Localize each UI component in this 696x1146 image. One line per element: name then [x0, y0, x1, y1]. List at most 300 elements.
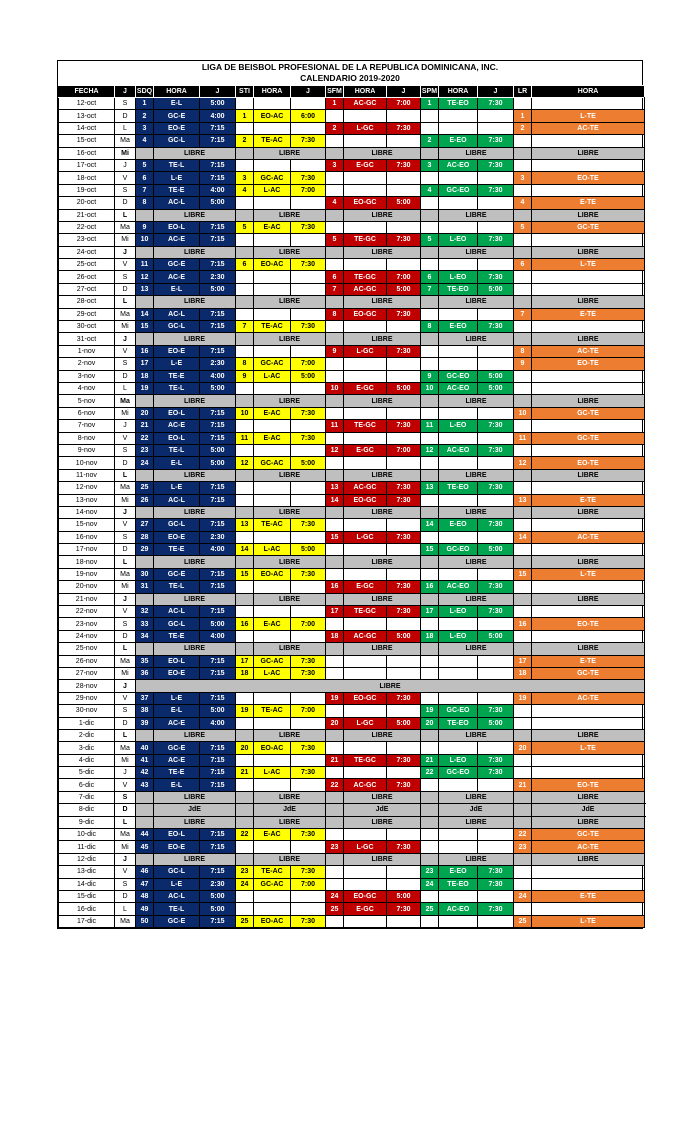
sti-empty [254, 197, 291, 209]
sfm-time: 5:00 [387, 382, 421, 394]
day-cell: J [115, 246, 136, 258]
sti-time: 7:30 [291, 432, 326, 444]
sti-matchup: L-AC [254, 370, 291, 382]
schedule-row [59, 643, 645, 655]
sti-empty [254, 531, 291, 543]
sti-time: 7:30 [291, 742, 326, 754]
sdq-time: 7:15 [200, 407, 236, 419]
sdq-matchup: L-E [154, 172, 200, 184]
lr-matchup: E-TE [532, 655, 645, 667]
column-header: HORA [154, 86, 200, 98]
sdq-time: 5:00 [200, 197, 236, 209]
schedule-row [59, 271, 645, 283]
sfm-game-number: 11 [326, 420, 344, 432]
date-cell: 21-nov [59, 593, 115, 605]
date-cell: 9-nov [59, 444, 115, 456]
spm-empty [439, 841, 478, 853]
sfm-empty [387, 767, 421, 779]
schedule-row [59, 754, 645, 766]
sti-game-number [236, 853, 254, 865]
sfm-game-number: 25 [326, 903, 344, 915]
sti-libre-label: LIBRE [254, 209, 326, 221]
sti-game-number [236, 395, 254, 407]
sfm-game-number [326, 791, 344, 803]
spm-libre-label: LIBRE [439, 469, 514, 481]
spm-time: 7:30 [478, 606, 514, 618]
lr-game-number [514, 296, 532, 308]
spm-time: 7:30 [478, 903, 514, 915]
sdq-game-number: 40 [136, 742, 154, 754]
sti-empty [254, 234, 291, 246]
date-cell: 24-nov [59, 630, 115, 642]
lr-empty [532, 184, 645, 196]
spm-matchup: GC-EO [439, 767, 478, 779]
schedule-row [59, 667, 645, 679]
lr-empty [532, 866, 645, 878]
day-cell: V [115, 432, 136, 444]
date-cell: 6-nov [59, 407, 115, 419]
sdq-matchup: AC-E [154, 234, 200, 246]
schedule-row [59, 606, 645, 618]
spm-empty [421, 494, 439, 506]
spm-empty [439, 494, 478, 506]
schedule-row [59, 767, 645, 779]
spm-time: 5:00 [478, 283, 514, 295]
lr-game-number [514, 593, 532, 605]
sfm-libre-label: LIBRE [344, 816, 421, 828]
sdq-time: 7:15 [200, 754, 236, 766]
sfm-time: 7:30 [387, 420, 421, 432]
schedule-row [59, 209, 645, 221]
lr-matchup: L-TE [532, 915, 645, 927]
sdq-time: 7:15 [200, 829, 236, 841]
sti-empty [254, 891, 291, 903]
spm-time: 7:30 [478, 866, 514, 878]
date-cell: 30-oct [59, 321, 115, 333]
spm-empty [478, 829, 514, 841]
sdq-matchup: GC-E [154, 568, 200, 580]
sfm-game-number: 19 [326, 692, 344, 704]
schedule-row [59, 692, 645, 704]
lr-game-number: 5 [514, 221, 532, 233]
sdq-game-number [136, 816, 154, 828]
day-cell: V [115, 866, 136, 878]
sti-game-number: 20 [236, 742, 254, 754]
schedule-table [58, 85, 645, 928]
lr-empty [532, 544, 645, 556]
spm-time: 7:30 [478, 878, 514, 890]
sti-empty [254, 444, 291, 456]
sfm-empty [344, 184, 387, 196]
column-header: HORA [254, 86, 291, 98]
spm-empty [478, 457, 514, 469]
sti-empty [236, 692, 254, 704]
spm-game-number: 11 [421, 420, 439, 432]
spm-empty [421, 891, 439, 903]
sfm-game-number [326, 506, 344, 518]
schedule-row [59, 296, 645, 308]
spm-empty [421, 407, 439, 419]
day-cell: S [115, 184, 136, 196]
sti-empty [254, 345, 291, 357]
sdq-game-number: 36 [136, 667, 154, 679]
sti-empty [236, 159, 254, 171]
sfm-empty [326, 358, 344, 370]
lr-game-number [514, 804, 532, 816]
day-cell: L [115, 122, 136, 134]
header-row [59, 86, 645, 98]
day-cell: J [115, 593, 136, 605]
sti-matchup: EO-AC [254, 915, 291, 927]
sfm-empty [344, 519, 387, 531]
lr-game-number: 24 [514, 891, 532, 903]
spm-empty [478, 568, 514, 580]
spm-game-number: 4 [421, 184, 439, 196]
spm-time: 5:00 [478, 544, 514, 556]
sfm-game-number: 10 [326, 382, 344, 394]
sfm-matchup: EO-GC [344, 891, 387, 903]
lr-matchup: EO-TE [532, 618, 645, 630]
sti-game-number [236, 791, 254, 803]
sdq-time: 4:00 [200, 544, 236, 556]
sfm-libre-label: LIBRE [344, 395, 421, 407]
day-cell: S [115, 531, 136, 543]
sdq-time: 7:15 [200, 221, 236, 233]
sdq-game-number: 44 [136, 829, 154, 841]
date-cell: 24-oct [59, 246, 115, 258]
schedule-row [59, 519, 645, 531]
sti-time: 5:00 [291, 370, 326, 382]
day-cell: S [115, 444, 136, 456]
sdq-time: 7:15 [200, 779, 236, 791]
sdq-game-number: 43 [136, 779, 154, 791]
day-cell: S [115, 358, 136, 370]
sdq-matchup: L-E [154, 692, 200, 704]
sfm-matchup: AC-GC [344, 283, 387, 295]
schedule-row [59, 246, 645, 258]
spm-time: 7:30 [478, 420, 514, 432]
sti-libre-label: LIBRE [254, 147, 326, 159]
sfm-empty [387, 655, 421, 667]
sti-time: 7:00 [291, 878, 326, 890]
sdq-time: 2:30 [200, 271, 236, 283]
lr-libre-label: LIBRE [532, 209, 645, 221]
lr-empty [514, 482, 532, 494]
sdq-matchup: AC-E [154, 754, 200, 766]
sti-matchup: EO-AC [254, 568, 291, 580]
spm-time: 7:30 [478, 234, 514, 246]
sdq-game-number [136, 469, 154, 481]
spm-game-number: 17 [421, 606, 439, 618]
lr-game-number [514, 643, 532, 655]
spm-matchup: E-EO [439, 321, 478, 333]
spm-empty [439, 432, 478, 444]
day-cell: S [115, 878, 136, 890]
date-cell: 30-nov [59, 705, 115, 717]
column-header: SPM [421, 86, 439, 98]
sfm-empty [326, 655, 344, 667]
sfm-time: 7:30 [387, 581, 421, 593]
sfm-empty [344, 370, 387, 382]
sfm-empty [326, 321, 344, 333]
spm-time: 7:30 [478, 581, 514, 593]
sfm-time: 7:30 [387, 903, 421, 915]
sti-game-number: 15 [236, 568, 254, 580]
sdq-game-number: 39 [136, 717, 154, 729]
lr-game-number: 14 [514, 531, 532, 543]
date-cell: 12-oct [59, 98, 115, 110]
schedule-row [59, 618, 645, 630]
sdq-libre-label: LIBRE [154, 469, 236, 481]
lr-empty [532, 606, 645, 618]
lr-libre-label: JdE [532, 804, 645, 816]
sti-empty [254, 283, 291, 295]
sti-empty [291, 98, 326, 110]
sti-empty [291, 581, 326, 593]
sdq-game-number [136, 593, 154, 605]
sfm-game-number: 8 [326, 308, 344, 320]
spm-matchup: AC-EO [439, 382, 478, 394]
sfm-empty [326, 184, 344, 196]
spm-empty [421, 221, 439, 233]
date-cell: 20-nov [59, 581, 115, 593]
sdq-game-number [136, 804, 154, 816]
spm-matchup: GC-EO [439, 370, 478, 382]
date-cell: 11-nov [59, 469, 115, 481]
sfm-libre-label: LIBRE [344, 246, 421, 258]
spm-empty [439, 667, 478, 679]
spm-matchup: GC-EO [439, 705, 478, 717]
spm-empty [421, 692, 439, 704]
sti-matchup: E-AC [254, 829, 291, 841]
day-cell: Ma [115, 915, 136, 927]
schedule-row [59, 791, 645, 803]
sfm-game-number [326, 469, 344, 481]
spm-empty [421, 568, 439, 580]
spm-game-number: 2 [421, 135, 439, 147]
sdq-game-number: 10 [136, 234, 154, 246]
lr-matchup: L-TE [532, 742, 645, 754]
schedule-row [59, 853, 645, 865]
sdq-time: 7:15 [200, 234, 236, 246]
spm-empty [421, 172, 439, 184]
schedule-row [59, 531, 645, 543]
sfm-empty [326, 259, 344, 271]
lr-empty [514, 444, 532, 456]
day-cell: Mi [115, 841, 136, 853]
sfm-time: 7:00 [387, 98, 421, 110]
sfm-game-number [326, 853, 344, 865]
sti-empty [236, 271, 254, 283]
spm-matchup: L-EO [439, 606, 478, 618]
spm-empty [478, 891, 514, 903]
sfm-time: 7:30 [387, 308, 421, 320]
lr-empty [514, 321, 532, 333]
spm-game-number [421, 469, 439, 481]
sti-time: 7:30 [291, 519, 326, 531]
sti-time: 7:00 [291, 618, 326, 630]
lr-game-number: 21 [514, 779, 532, 791]
sdq-libre-label: LIBRE [154, 593, 236, 605]
sti-time: 7:30 [291, 829, 326, 841]
schedule-row [59, 110, 645, 122]
lr-matchup: EO-TE [532, 172, 645, 184]
spm-matchup: L-EO [439, 234, 478, 246]
sti-libre-label: LIBRE [254, 729, 326, 741]
sti-libre-label: LIBRE [254, 296, 326, 308]
spm-game-number: 21 [421, 754, 439, 766]
spm-game-number: 18 [421, 630, 439, 642]
spm-matchup: L-EO [439, 420, 478, 432]
spm-matchup: TE-EO [439, 878, 478, 890]
sfm-matchup: TE-GC [344, 754, 387, 766]
day-cell: S [115, 791, 136, 803]
lr-matchup: GC-TE [532, 829, 645, 841]
sfm-empty [326, 915, 344, 927]
day-cell: V [115, 779, 136, 791]
spm-libre-label: LIBRE [439, 246, 514, 258]
sfm-matchup: L-GC [344, 841, 387, 853]
sdq-matchup: GC-E [154, 742, 200, 754]
sti-game-number: 3 [236, 172, 254, 184]
schedule-row [59, 568, 645, 580]
spm-game-number [421, 593, 439, 605]
sti-libre-label: LIBRE [254, 791, 326, 803]
spm-empty [421, 308, 439, 320]
lr-libre-label: LIBRE [532, 147, 645, 159]
sdq-game-number: 8 [136, 197, 154, 209]
spm-empty [439, 531, 478, 543]
day-cell: D [115, 110, 136, 122]
sdq-game-number [136, 296, 154, 308]
sti-matchup: L-AC [254, 767, 291, 779]
spm-game-number [421, 643, 439, 655]
schedule-row [59, 494, 645, 506]
day-cell: D [115, 283, 136, 295]
sti-empty [254, 754, 291, 766]
sdq-game-number: 21 [136, 420, 154, 432]
sdq-game-number: 12 [136, 271, 154, 283]
spm-time: 7:30 [478, 271, 514, 283]
sfm-matchup: AC-GC [344, 779, 387, 791]
lr-game-number: 18 [514, 667, 532, 679]
sfm-empty [326, 221, 344, 233]
spm-game-number [421, 147, 439, 159]
sdq-game-number: 50 [136, 915, 154, 927]
column-header: FECHA [59, 86, 115, 98]
sti-time: 7:30 [291, 135, 326, 147]
sfm-empty [387, 407, 421, 419]
sti-game-number: 6 [236, 259, 254, 271]
sdq-matchup: TE-E [154, 544, 200, 556]
sti-empty [236, 891, 254, 903]
sdq-game-number [136, 395, 154, 407]
schedule-body [59, 98, 645, 928]
lr-empty [532, 519, 645, 531]
sti-empty [291, 122, 326, 134]
spm-time: 7:30 [478, 754, 514, 766]
sfm-empty [387, 358, 421, 370]
sti-empty [291, 283, 326, 295]
sfm-game-number: 14 [326, 494, 344, 506]
sdq-game-number: 23 [136, 444, 154, 456]
day-cell: D [115, 197, 136, 209]
sdq-time: 7:15 [200, 494, 236, 506]
sfm-game-number [326, 147, 344, 159]
spm-empty [478, 221, 514, 233]
sfm-libre-label: LIBRE [344, 729, 421, 741]
sdq-matchup: TE-L [154, 444, 200, 456]
sti-empty [236, 754, 254, 766]
date-cell: 26-nov [59, 655, 115, 667]
sdq-time: 7:15 [200, 308, 236, 320]
sdq-matchup: EO-E [154, 841, 200, 853]
lr-matchup: E-TE [532, 197, 645, 209]
sti-empty [254, 903, 291, 915]
calendar-subtitle: CALENDARIO 2019-2020 [300, 73, 400, 83]
spm-empty [439, 358, 478, 370]
sfm-time: 7:00 [387, 444, 421, 456]
sfm-empty [344, 568, 387, 580]
sti-libre-label: LIBRE [254, 506, 326, 518]
sdq-game-number [136, 333, 154, 345]
sti-game-number: 1 [236, 110, 254, 122]
sfm-empty [344, 667, 387, 679]
day-cell: V [115, 692, 136, 704]
lr-game-number [514, 333, 532, 345]
sfm-empty [344, 915, 387, 927]
day-cell: Mi [115, 581, 136, 593]
sdq-libre-label: LIBRE [154, 395, 236, 407]
sdq-libre-label: LIBRE [154, 296, 236, 308]
sti-matchup: TE-AC [254, 866, 291, 878]
spm-empty [478, 197, 514, 209]
sti-empty [254, 420, 291, 432]
sti-empty [236, 606, 254, 618]
lr-empty [514, 98, 532, 110]
spm-matchup: L-EO [439, 754, 478, 766]
sfm-empty [344, 135, 387, 147]
schedule-row [59, 705, 645, 717]
sfm-empty [326, 742, 344, 754]
spm-libre-label: LIBRE [439, 643, 514, 655]
spm-libre-label: LIBRE [439, 209, 514, 221]
sfm-matchup: L-GC [344, 345, 387, 357]
sti-empty [254, 308, 291, 320]
date-cell: 22-nov [59, 606, 115, 618]
column-header: SFM [326, 86, 344, 98]
date-cell: 17-nov [59, 544, 115, 556]
sfm-empty [387, 172, 421, 184]
sdq-game-number: 37 [136, 692, 154, 704]
sdq-libre-label: LIBRE [154, 729, 236, 741]
sfm-libre-label: LIBRE [344, 593, 421, 605]
sdq-matchup: L-E [154, 482, 200, 494]
sfm-libre-label: LIBRE [344, 469, 421, 481]
sfm-libre-label: LIBRE [344, 506, 421, 518]
sti-empty [291, 606, 326, 618]
spm-empty [439, 779, 478, 791]
spm-matchup: GC-EO [439, 184, 478, 196]
schedule-row [59, 147, 645, 159]
spm-empty [478, 308, 514, 320]
schedule-row [59, 98, 645, 110]
sti-game-number: 16 [236, 618, 254, 630]
sti-game-number: 5 [236, 221, 254, 233]
spm-game-number [421, 556, 439, 568]
sdq-game-number: 31 [136, 581, 154, 593]
sdq-time: 5:00 [200, 891, 236, 903]
